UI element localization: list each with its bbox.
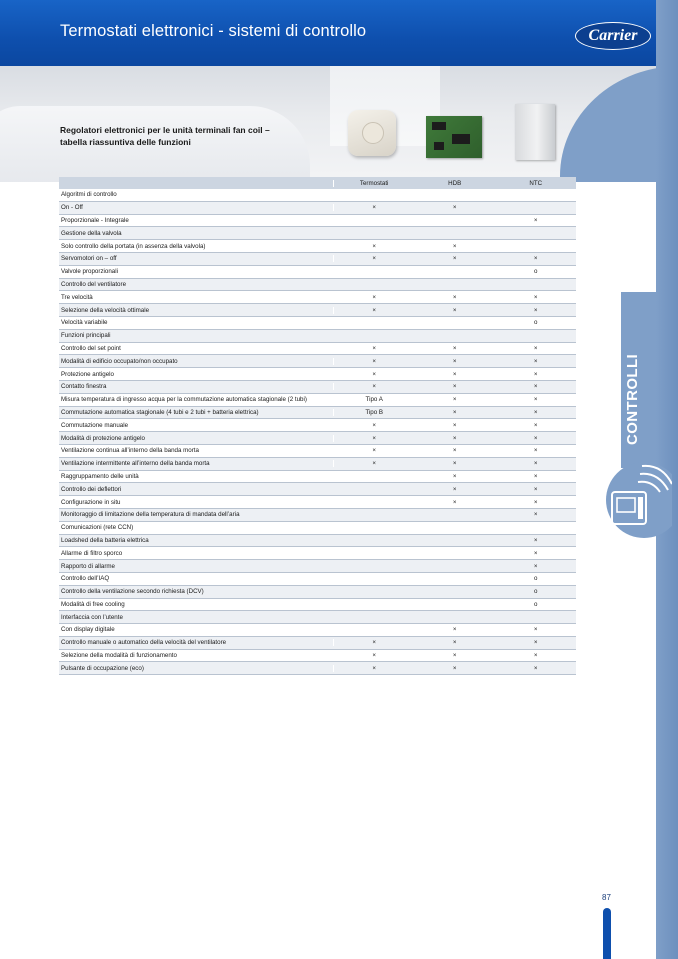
row-function-label: Comunicazioni (rete CCN) [61,524,134,532]
table-row [59,381,576,394]
functions-table [59,177,576,675]
ntc-controller-product-image [515,104,555,160]
table-row [59,483,576,496]
hdb-board-product-image [426,116,482,158]
board-chip [432,122,446,130]
row-value-cell: × [333,639,414,646]
row-function-label: Controllo del ventilatore [61,280,127,288]
board-chip [452,134,470,144]
table-row [59,355,576,368]
hero-curve [560,66,656,182]
table-row [59,343,576,356]
table-row [59,662,576,675]
table-row [59,279,576,292]
row-value-cell: × [333,345,414,352]
row-value-cell: × [452,434,457,442]
row-value-cell: × [452,472,457,480]
row-value-cell: × [333,255,414,262]
page-title: Termostati elettronici - sistemi di controllo [60,22,367,40]
table-header-cell: Termostati [333,180,414,187]
row-value-cell: × [452,344,457,352]
row-value-cell: × [452,664,457,672]
row-value-cell: × [452,626,457,634]
row-value-cell: × [452,242,457,250]
row-value-cell: × [533,357,538,365]
row-function-label: Interfaccia con l’utente [61,613,123,621]
row-value-cell: × [533,639,538,647]
row-value-cell: × [533,216,538,224]
carrier-logo [575,22,651,50]
row-value-cell: × [533,562,538,570]
row-function-label: Protezione antigelo [61,370,114,378]
row-function-label: Configurazione in situ [61,498,121,506]
row-function-label: On - Off [61,204,83,212]
row-value-cell: × [452,293,457,301]
table-row [59,637,576,650]
row-value-cell: o [534,575,538,583]
table-row [59,407,576,420]
row-value-cell: o [534,319,538,327]
row-value-cell: × [533,421,538,429]
table-row [59,611,576,624]
table-body [59,189,576,675]
row-value-cell: × [452,357,457,365]
table-row [59,509,576,522]
row-value-cell: Tipo A [333,396,414,403]
row-value-cell: Tipo B [333,409,414,416]
row-function-label: Controllo della ventilazione secondo richiesta (DCV) [61,588,204,596]
row-value-cell: o [534,588,538,596]
table-row [59,624,576,637]
row-value-cell: × [452,370,457,378]
table-row [59,202,576,215]
row-value-cell: × [533,511,538,519]
table-row [59,560,576,573]
row-value-cell: × [333,383,414,390]
intro-line-1: Regolatori elettronici per le unità terminali fan coil – [60,125,270,135]
table-row [59,586,576,599]
row-value-cell: × [533,306,538,314]
row-value-cell: × [533,447,538,455]
row-value-cell: × [333,243,414,250]
row-value-cell: × [533,460,538,468]
row-value-cell: × [533,472,538,480]
row-function-label: Misura temperatura di ingresso acqua per la commutazione automatica stagionale (2 tubi) [61,396,307,404]
row-value-cell: × [333,358,414,365]
row-value-cell: × [533,549,538,557]
row-value-cell: × [333,435,414,442]
row-value-cell: × [533,536,538,544]
table-row [59,227,576,240]
table-row [59,330,576,343]
row-value-cell: × [533,255,538,263]
remote-control-icon [604,462,672,538]
table-row [59,650,576,663]
row-function-label: Allarme di filtro sporco [61,549,123,557]
row-function-label: Valvole proporzionali [61,268,118,276]
row-value-cell: × [452,306,457,314]
row-value-cell: × [533,652,538,660]
page-number: 87 [602,893,611,902]
row-value-cell: × [452,652,457,660]
board-chip [434,142,444,150]
side-section-label: CONTROLLI [624,353,641,445]
row-function-label: Solo controllo della portata (in assenza della valvola) [61,242,206,250]
row-value-cell: × [452,383,457,391]
row-value-cell: × [533,383,538,391]
table-row [59,215,576,228]
row-function-label: Controllo del set point [61,344,121,352]
footer-bar [603,908,611,959]
row-function-label: Pulsante di occupazione (eco) [61,664,144,672]
table-header [59,177,576,189]
row-value-cell: × [452,204,457,212]
table-row [59,432,576,445]
table-row [59,458,576,471]
row-function-label: Contatto finestra [61,383,107,391]
row-function-label: Rapporto di allarme [61,562,115,570]
row-value-cell: × [533,434,538,442]
row-function-label: Ventilazione continua all’interno della banda morta [61,447,199,455]
row-function-label: Selezione della modalità di funzionamento [61,652,177,660]
row-value-cell: × [452,421,457,429]
row-value-cell: × [533,626,538,634]
row-value-cell: × [333,371,414,378]
row-function-label: Controllo dell’IAQ [61,575,110,583]
row-function-label: Con display digitale [61,626,115,634]
table-row [59,266,576,279]
table-header-cell: NTC [529,179,543,187]
row-value-cell: × [533,344,538,352]
row-function-label: Selezione della velocità ottimale [61,306,150,314]
thermostat-product-image [348,110,396,156]
table-row [59,304,576,317]
table-row [59,471,576,484]
table-row [59,535,576,548]
table-row [59,253,576,266]
row-value-cell: × [452,447,457,455]
row-function-label: Proporzionale - Integrale [61,216,129,224]
intro-text [60,124,290,148]
table-row [59,291,576,304]
intro-line-2: tabella riassuntiva delle funzioni [60,137,191,147]
row-value-cell: × [452,498,457,506]
row-value-cell: × [333,447,414,454]
table-row [59,240,576,253]
row-value-cell: × [452,460,457,468]
row-value-cell: × [333,460,414,467]
row-value-cell: × [533,293,538,301]
row-function-label: Monitoraggio di limitazione della temperatura di mandata dell’aria [61,511,240,519]
row-function-label: Commutazione automatica stagionale (4 tubi e 2 tubi + batteria elettrica) [61,408,259,416]
row-value-cell: × [452,639,457,647]
row-value-cell: × [452,255,457,263]
table-row [59,547,576,560]
row-value-cell: × [452,408,457,416]
table-row [59,573,576,586]
row-value-cell: × [533,664,538,672]
table-row [59,445,576,458]
table-header-cell: HDB [448,179,462,187]
row-function-label: Loadshed della batteria elettrica [61,536,149,544]
row-function-label: Commutazione manuale [61,421,129,429]
header-band [0,0,656,66]
row-function-label: Algoritmi di controllo [61,191,117,199]
row-value-cell: × [533,396,538,404]
row-function-label: Raggruppamento delle unità [61,472,139,480]
row-value-cell: × [333,665,414,672]
row-function-label: Modalità di free cooling [61,600,125,608]
logo-text: Carrier [588,27,638,44]
row-function-label: Controllo manuale o automatico della velocità del ventilatore [61,639,227,647]
row-value-cell: × [452,396,457,404]
table-row [59,419,576,432]
table-row [59,368,576,381]
row-value-cell: × [533,408,538,416]
row-value-cell: × [533,485,538,493]
row-function-label: Funzioni principali [61,332,111,340]
table-row [59,394,576,407]
row-function-label: Modalità di edificio occupato/non occupato [61,357,178,365]
row-value-cell: × [533,370,538,378]
row-value-cell: × [333,294,414,301]
row-value-cell: × [333,652,414,659]
row-function-label: Controllo dei deflettori [61,485,122,493]
row-function-label: Tre velocità [61,293,93,301]
table-row [59,189,576,202]
row-function-label: Gestione della valvola [61,229,122,237]
row-value-cell: × [452,485,457,493]
row-value-cell: o [534,600,538,608]
row-function-label: Velocità variabile [61,319,108,327]
table-row [59,522,576,535]
row-value-cell: × [333,422,414,429]
table-row [59,317,576,330]
row-value-cell: × [333,204,414,211]
row-value-cell: × [533,498,538,506]
table-row [59,599,576,612]
row-value-cell: o [534,268,538,276]
row-function-label: Servomotori on – off [61,255,117,263]
row-function-label: Ventilazione intermittente all’interno della banda morta [61,460,210,468]
table-row [59,496,576,509]
thermostat-dial [362,122,384,144]
row-value-cell: × [333,307,414,314]
row-function-label: Modalità di protezione antigelo [61,434,145,442]
